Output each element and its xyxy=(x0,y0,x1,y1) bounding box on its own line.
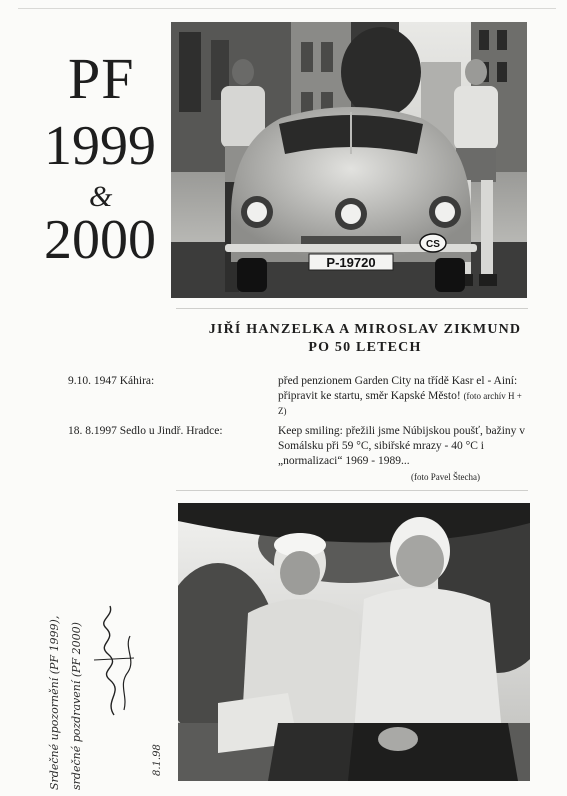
handwritten-signature-icon xyxy=(84,600,144,720)
heading-names: JIŘÍ HANZELKA A MIROSLAV ZIKMUND xyxy=(208,322,522,337)
country-badge-text: CS xyxy=(426,239,440,250)
entry-1-date-place: 9.10. 1947 Káhira: xyxy=(68,375,155,387)
photo-1997-sedlo xyxy=(178,503,530,781)
year-2000: 2000 xyxy=(44,209,156,271)
photo-car-and-travellers xyxy=(171,22,527,298)
entry-1-credit: (foto archív H + Z) xyxy=(278,391,522,416)
handwritten-date: 8.1.98 xyxy=(152,744,163,776)
entry-2-date-place: 18. 8.1997 Sedlo u Jindř. Hradce: xyxy=(68,425,223,437)
entry-2-credit: (foto Pavel Štecha) xyxy=(411,472,480,482)
top-border-line xyxy=(18,8,556,9)
divider-upper xyxy=(176,308,528,309)
ampersand: & xyxy=(89,180,113,213)
divider-lower xyxy=(176,490,528,491)
pf-label: PF xyxy=(68,46,135,111)
photo-1947-cairo xyxy=(171,22,527,298)
photo-two-men-seated xyxy=(178,503,530,781)
handwritten-note-line-2: srdečné pozdravení (PF 2000) xyxy=(70,622,83,790)
entry-2-description xyxy=(278,424,528,469)
heading-subtitle: PO 50 LETECH xyxy=(308,340,422,355)
year-1999: 1999 xyxy=(44,115,156,177)
license-plate-text: P-19720 xyxy=(326,255,376,270)
entry-2-text: Keep smiling: přežili jsme Núbijskou poušť, bažiny v Somálsku při 59 °C, sibiřské mrazy - 40 °C i „normalizaci“ 1969 - 1989... xyxy=(278,425,526,467)
handwritten-note-line-1: Srdečné upozornění (PF 1999), xyxy=(48,615,61,790)
entry-1-description xyxy=(278,374,528,419)
entry-1-text: před penzionem Garden City na třídě Kasr el - Ainí: připravit ke startu, směr Kapské Město! xyxy=(278,375,518,402)
